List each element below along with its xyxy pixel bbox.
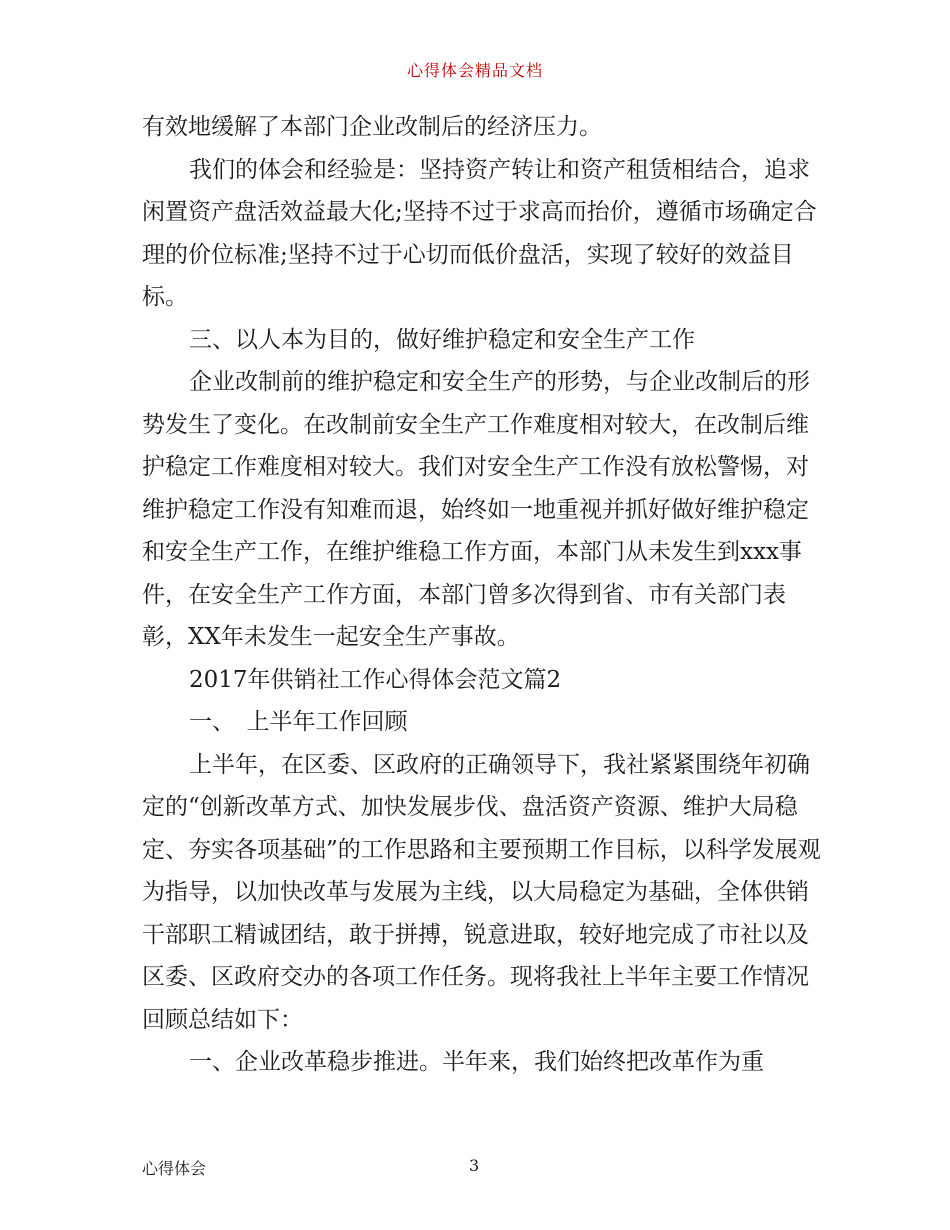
article-title: 2017年供销社工作心得体会范文篇2 [189,666,562,693]
paragraph: 一、企业改革稳步推进。半年来，我们始终把改革作为重 [189,1049,764,1075]
footer-label: 心得体会 [142,1159,207,1178]
section-heading: 一、 上半年工作回顾 [189,709,408,735]
paragraph: 我们的体会和经验是：坚持资产转让和资产租赁相结合，追求闲置资产盘活效益最大化;坚持不过于求高而抬价，遵循市场确定合理的价位标准;坚持不过于心切而低价盘活，实现了较好的效益目标。 [142,156,817,310]
paragraph: 企业改制前的维护稳定和安全生产的形势，与企业改制后的形势发生了变化。在改制前安全生产工作难度相对较大，在改制后维护稳定工作难度相对较大。我们对安全生产工作没有放松警惕，对维护稳定工作没有知难而退，始终如一地重视并抓好做好维护稳定和安全生产工作，在维护维稳工作方面，本部门从未发生到xxx事件，在安全生产工作方面，本部门曾多次得到省、市有关部门表彰，XX年未发生一起安全生产事故。 [142,369,810,650]
section-heading: 三、以人本为目的，做好维护稳定和安全生产工作 [189,326,695,353]
paragraph: 上半年，在区委、区政府的正确领导下，我社紧紧围绕年初确定的“创新改革方式、加快发展步伐、盘活资产资源、维护大局稳定、夯实各项基础”的工作思路和主要预期工作目标，以科学发展观为指导，以加快改革与发展为主线，以大局稳定为基础，全体供销干部职工精诚团结，敢于拼搏，锐意进取，较好地完成了市社以及区委、区政府交办的各项工作任务。现将我社上半年主要工作情况回顾总结如下： [142,751,821,1033]
paragraph: 有效地缓解了本部门企业改制后的经济压力。 [142,114,602,140]
document-body [142,106,822,1084]
page-number: 3 [469,1156,480,1175]
page-header: 心得体会精品文档 [406,61,543,80]
